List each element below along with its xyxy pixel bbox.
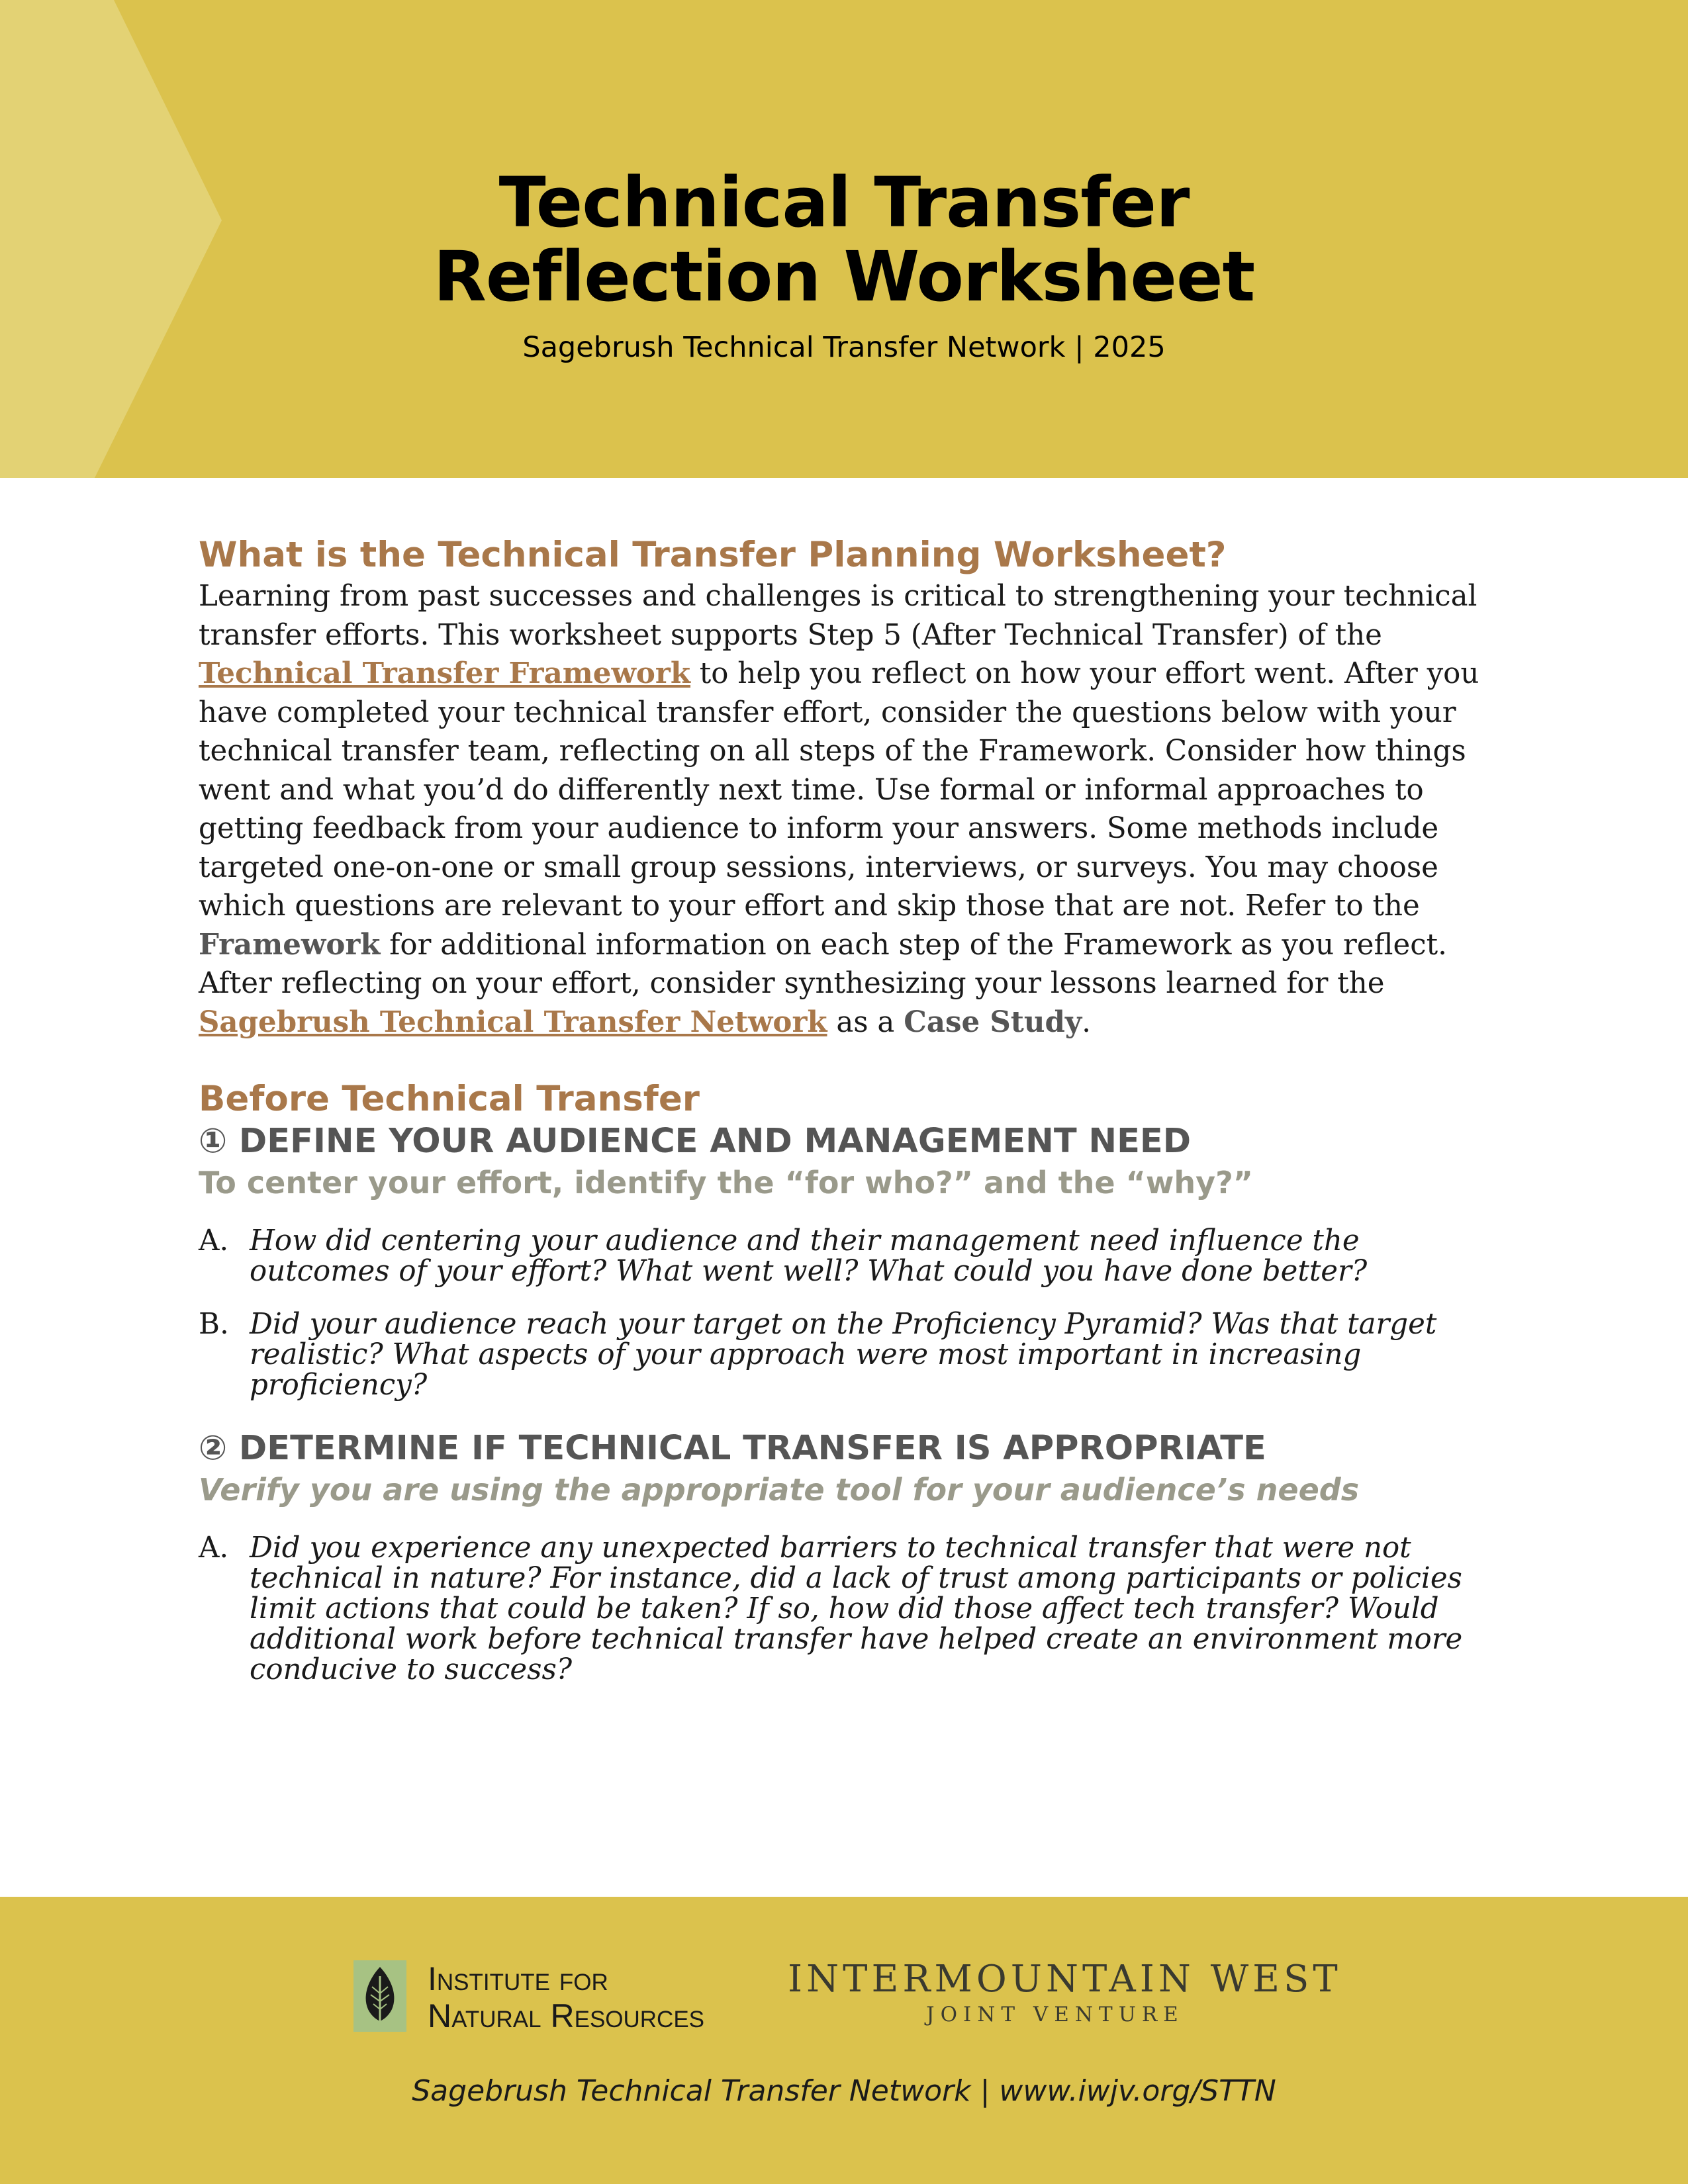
intro-text-1: Learning from past successes and challenges is critical to strengthening your technical transfer efforts. This worksheet supports Step 5 (After Technical Transfer) of the (199, 580, 1477, 652)
step1-question-a (199, 1226, 1496, 1287)
iwjv-line-2: JOINT VENTURE (926, 2003, 1184, 2026)
question-letter: A. (199, 1224, 229, 1257)
footer-tagline: Sagebrush Technical Transfer Network | www.iwjv.org/STTN (412, 2074, 1276, 2108)
page-title (0, 162, 1688, 317)
framework-reference: Framework (199, 927, 381, 962)
question-text: Did you experience any unexpected barriers to technical transfer that were not technical in nature? For instance, did a lack of trust among participants or policies limit actions that could be taken? If so, how did those affect tech transfer? Would additional work before technical transfer have helped create an environment more conducive to success? (250, 1531, 1463, 1686)
question-text: How did centering your audience and their management need influence the outcomes of your effort? What went well? What could you have done better? (250, 1224, 1368, 1288)
network-link[interactable]: Sagebrush Technical Transfer Network (199, 1005, 827, 1039)
page-footer (0, 1897, 1688, 2184)
iwjv-logo (788, 1958, 1342, 2028)
step2-title: ② DETERMINE IF TECHNICAL TRANSFER IS APPROPRIATE (199, 1429, 1266, 1468)
intro-text-4: as a (827, 1005, 904, 1039)
framework-link[interactable]: Technical Transfer Framework (199, 657, 690, 690)
step1-question-b (199, 1309, 1496, 1400)
intro-text-2: to help you reflect on how your effort went. After you have completed your technical transfer effort, consider the questions below with your technical transfer team, reflecting on all steps of the Framework. Consider how things went and what you’d do differently next time. Use formal or informal approaches to getting feedback from your audience to inform your answers. Some methods include targeted one-on-one or small group sessions, interviews, or surveys. You may choose which questions are relevant to your effort and skip those that are not. Refer to the (199, 657, 1479, 923)
intro-heading: What is the Technical Transfer Planning Worksheet? (199, 535, 1227, 575)
intro-text-5: . (1082, 1005, 1091, 1039)
question-text: Did your audience reach your target on the Proficiency Pyramid? Was that target realistic? What aspects of your approach were most important in increasing proficiency? (250, 1308, 1437, 1402)
intro-paragraph (199, 577, 1496, 1042)
title-line-2: Reflection Worksheet (433, 236, 1255, 317)
inr-logo-text (428, 1960, 704, 2034)
intro-text-3: for additional information on each step of the Framework as you reflect. After reflecting on your effort, consider synthesizing your lessons learned for the (199, 928, 1447, 1000)
step1-title: ① DEFINE YOUR AUDIENCE AND MANAGEMENT NEED (199, 1122, 1192, 1161)
page-header (0, 0, 1688, 478)
case-study-reference: Case Study (904, 1005, 1082, 1039)
question-letter: A. (199, 1531, 229, 1565)
question-letter: B. (199, 1308, 229, 1341)
page-subtitle: Sagebrush Technical Transfer Network | 2025 (522, 331, 1166, 364)
step2-question-a (199, 1533, 1496, 1685)
inr-line-2: Natural Resources (428, 1997, 705, 2034)
step2-subtitle: Verify you are using the appropriate tool for your audience’s needs (199, 1472, 1360, 1508)
title-line-1: Technical Transfer (498, 162, 1190, 243)
step1-subtitle: To center your effort, identify the “for who?” and the “why?” (199, 1165, 1253, 1201)
before-heading: Before Technical Transfer (199, 1079, 700, 1119)
leaf-icon (353, 1960, 406, 2032)
worksheet-content (199, 533, 1496, 1685)
iwjv-line-1: INTERMOUNTAIN WEST (788, 1958, 1342, 2001)
inr-line-1: Institute for (428, 1960, 608, 1997)
